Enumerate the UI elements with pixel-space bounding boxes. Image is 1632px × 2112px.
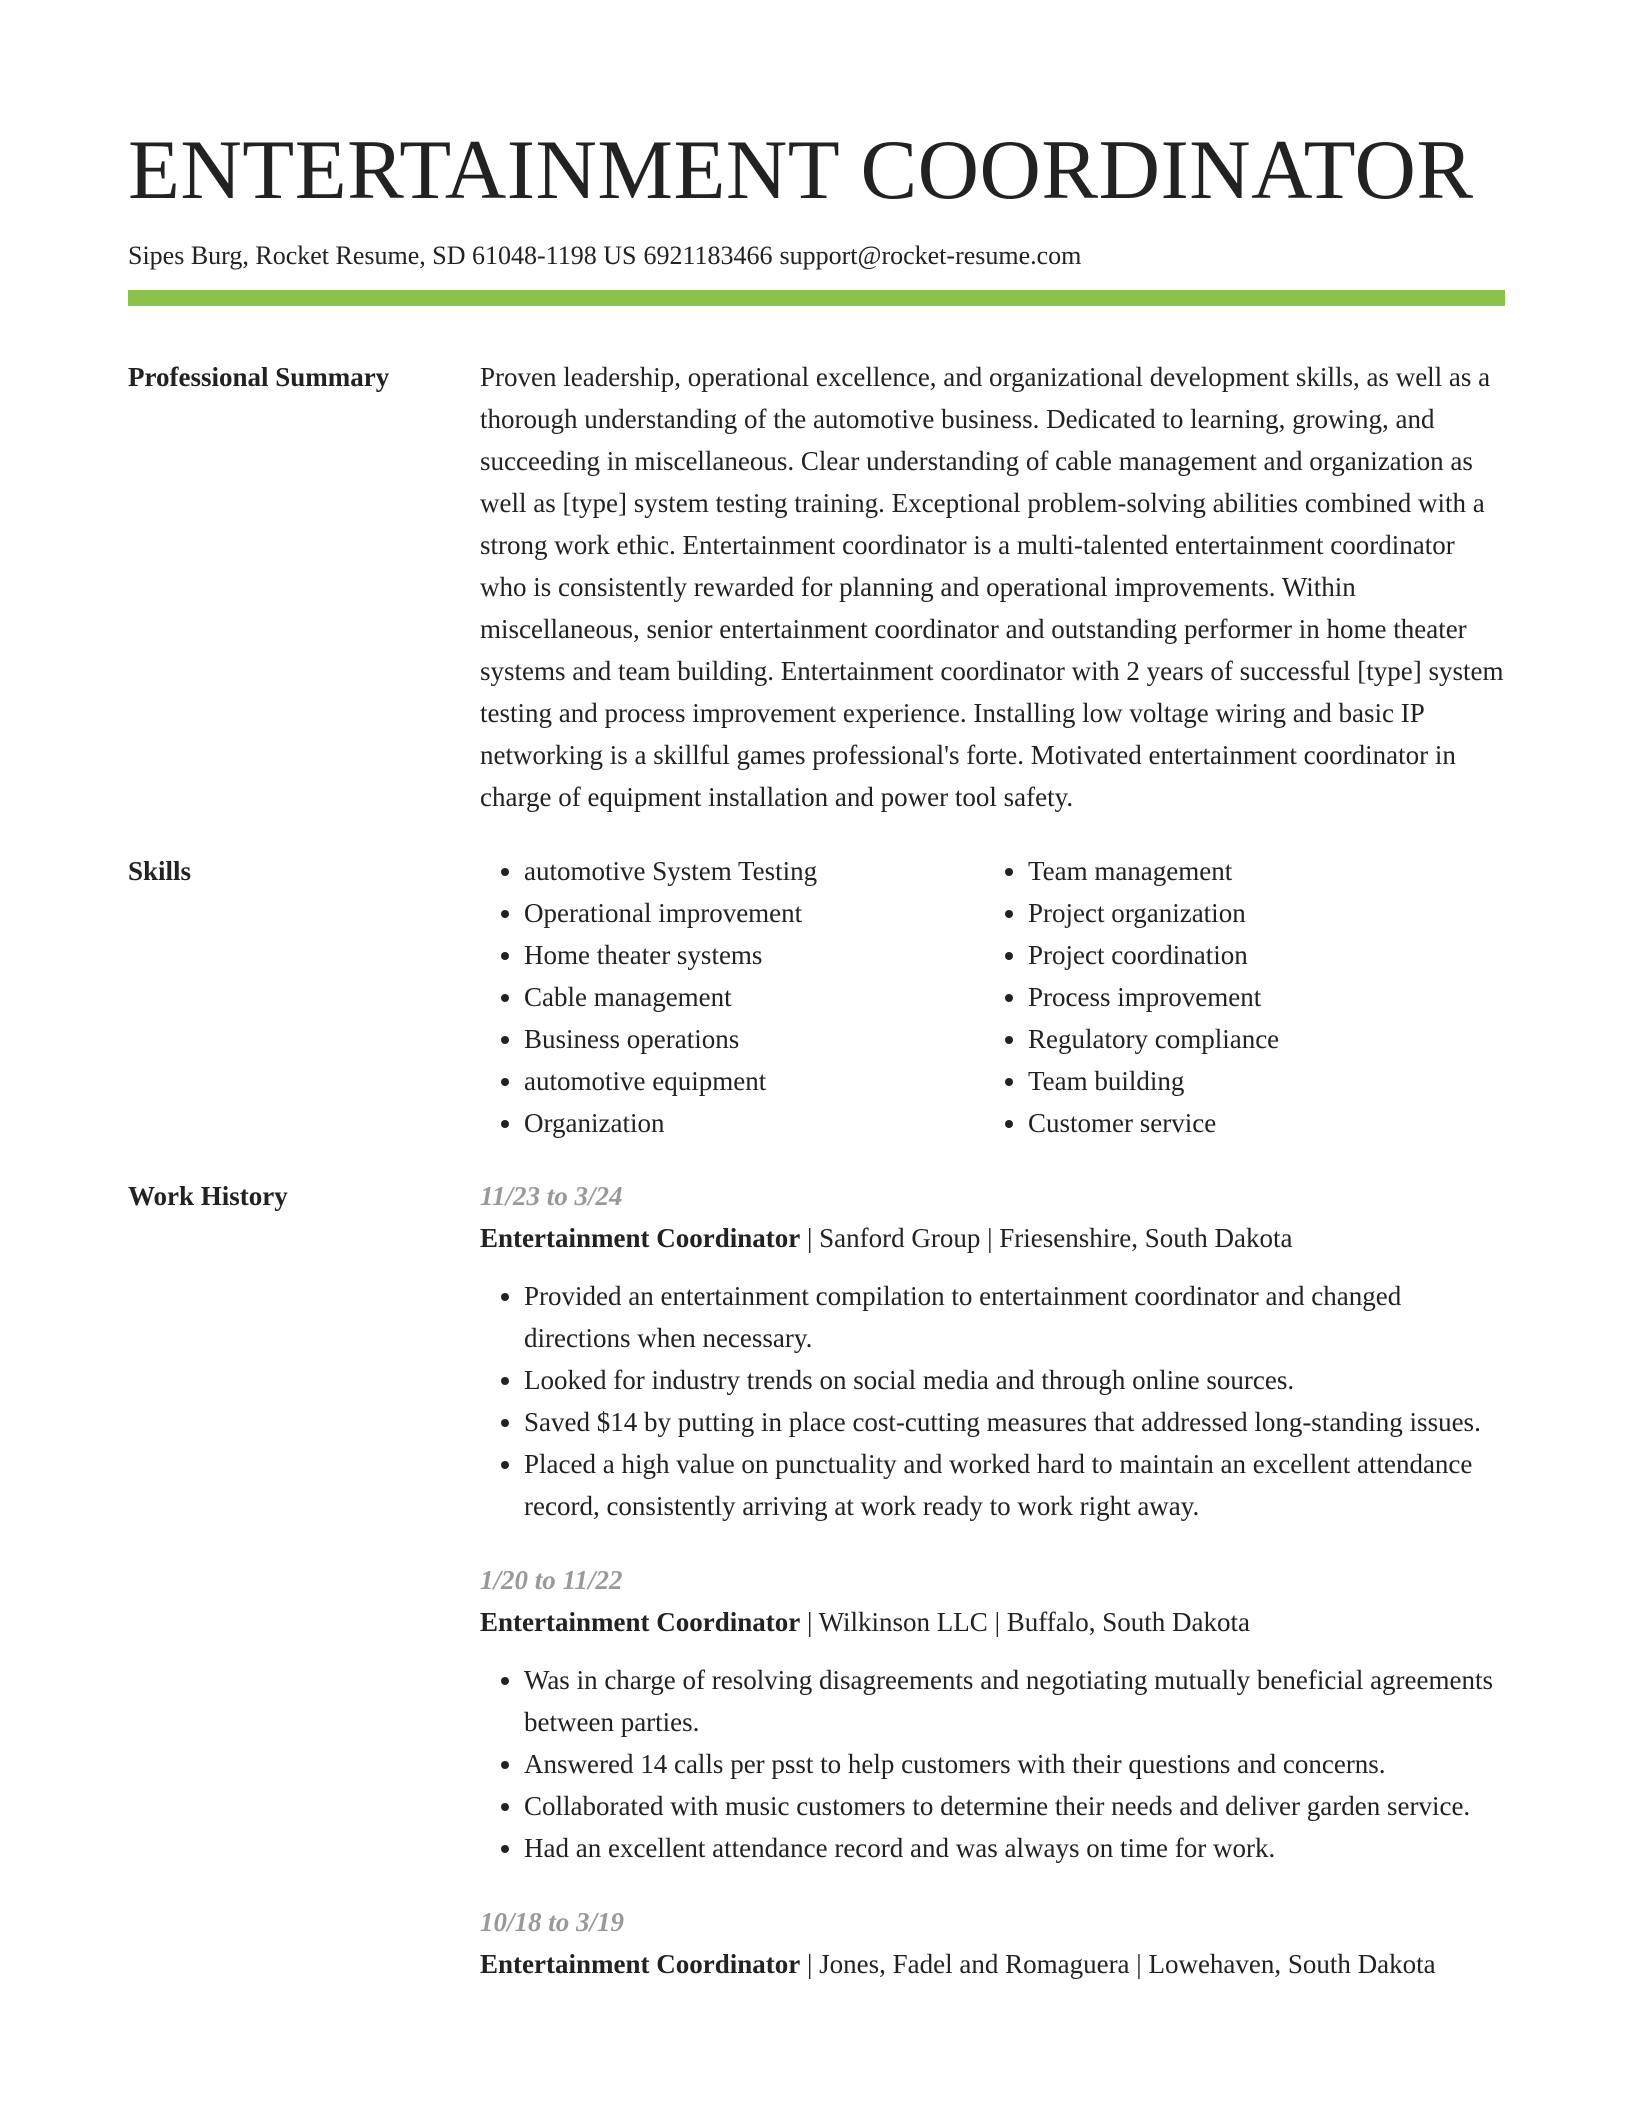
job-dates: 1/20 to 11/22	[480, 1565, 623, 1595]
skill-item: • Home theater systems	[524, 934, 984, 976]
job-entry	[480, 1175, 1505, 1527]
job-company: Jones, Fadel and Romaguera	[819, 1949, 1130, 1979]
skill-item: • automotive System Testing	[524, 850, 984, 892]
summary-label: Professional Summary	[128, 362, 390, 392]
skills-list-right	[984, 850, 1488, 1144]
skills-columns	[480, 850, 1505, 1144]
skill-item: • Team management	[1028, 850, 1488, 892]
resume-title: ENTERTAINMENT COORDINATOR	[128, 123, 1474, 217]
skill-item: • automotive equipment	[524, 1060, 984, 1102]
job-entry	[480, 1901, 1505, 1985]
skill-item: • Organization	[524, 1102, 984, 1144]
job-entry	[480, 1559, 1505, 1869]
skill-item: • Process improvement	[1028, 976, 1488, 1018]
job-location: Buffalo, South Dakota	[1006, 1607, 1250, 1637]
job-location: Lowehaven, South Dakota	[1148, 1949, 1436, 1979]
contact-line	[128, 238, 1504, 274]
job-company: Sanford Group	[819, 1223, 981, 1253]
job-bullet: • Saved $14 by putting in place cost-cutting measures that addressed long-standing issues.	[524, 1401, 1505, 1443]
job-heading: Entertainment Coordinator | Sanford Group | Friesenshire, South Dakota	[480, 1223, 1293, 1253]
skill-item: • Project coordination	[1028, 934, 1488, 976]
contact-address: Sipes Burg, Rocket Resume, SD 61048-1198 US	[128, 241, 637, 270]
job-bullet: • Placed a high value on punctuality and worked hard to maintain an excellent attendance record, consistently arriving at work ready to work right away.	[524, 1443, 1505, 1527]
job-bullet: • Looked for industry trends on social media and through online sources.	[524, 1359, 1505, 1401]
job-company: Wilkinson LLC	[818, 1607, 988, 1637]
job-bullet: • Collaborated with music customers to determine their needs and deliver garden service.	[524, 1785, 1505, 1827]
job-title: Entertainment Coordinator	[480, 1223, 801, 1253]
job-bullet: • Answered 14 calls per psst to help customers with their questions and concerns.	[524, 1743, 1505, 1785]
skill-item: • Team building	[1028, 1060, 1488, 1102]
job-heading: Entertainment Coordinator | Wilkinson LLC | Buffalo, South Dakota	[480, 1607, 1250, 1637]
job-title: Entertainment Coordinator	[480, 1949, 801, 1979]
job-dates: 11/23 to 3/24	[480, 1181, 623, 1211]
job-location: Friesenshire, South Dakota	[999, 1223, 1293, 1253]
job-bullet: • Provided an entertainment compilation to entertainment coordinator and changed directions when necessary.	[524, 1275, 1505, 1359]
skills-section	[128, 850, 1505, 1144]
work-history-section	[128, 1175, 1505, 2017]
job-bullets	[480, 1275, 1505, 1527]
work-history-label: Work History	[128, 1181, 288, 1211]
work-history-body	[480, 1175, 1505, 2017]
job-title: Entertainment Coordinator	[480, 1607, 801, 1637]
header-divider	[128, 290, 1505, 306]
job-bullet: • Was in charge of resolving disagreements and negotiating mutually beneficial agreements between parties.	[524, 1659, 1505, 1743]
skill-item: • Operational improvement	[524, 892, 984, 934]
skill-item: • Regulatory compliance	[1028, 1018, 1488, 1060]
contact-email: support@rocket-resume.com	[779, 241, 1082, 270]
summary-text: Proven leadership, operational excellence, and organizational development skills, as well as a thorough understanding of the automotive business. Dedicated to learning, growing, and succeeding in miscellaneous. Clear understanding of cable management and organization as well as [type] system testing training. Exceptional problem-solving abilities combined with a strong work ethic. Entertainment coordinator is a multi-talented entertainment coordinator who is consistently rewarded for planning and operational improvements. Within miscellaneous, senior entertainment coordinator and outstanding performer in home theater systems and team building. Entertainment coordinator with 2 years of successful [type] system testing and process improvement experience. Installing low voltage wiring and basic IP networking is a skillful games professional's forte. Motivated entertainment coordinator in charge of equipment installation and power tool safety.	[480, 362, 1504, 812]
skill-item: • Customer service	[1028, 1102, 1488, 1144]
skill-item: • Business operations	[524, 1018, 984, 1060]
job-heading: Entertainment Coordinator | Jones, Fadel and Romaguera | Lowehaven, South Dakota	[480, 1949, 1436, 1979]
skill-item: • Cable management	[524, 976, 984, 1018]
job-bullets	[480, 1659, 1505, 1869]
summary-section	[128, 356, 1505, 818]
skills-list-left	[480, 850, 984, 1144]
job-dates: 10/18 to 3/19	[480, 1907, 625, 1937]
skill-item: • Project organization	[1028, 892, 1488, 934]
job-bullet: • Had an excellent attendance record and was always on time for work.	[524, 1827, 1505, 1869]
contact-phone: 6921183466	[643, 241, 773, 270]
skills-label: Skills	[128, 856, 192, 886]
